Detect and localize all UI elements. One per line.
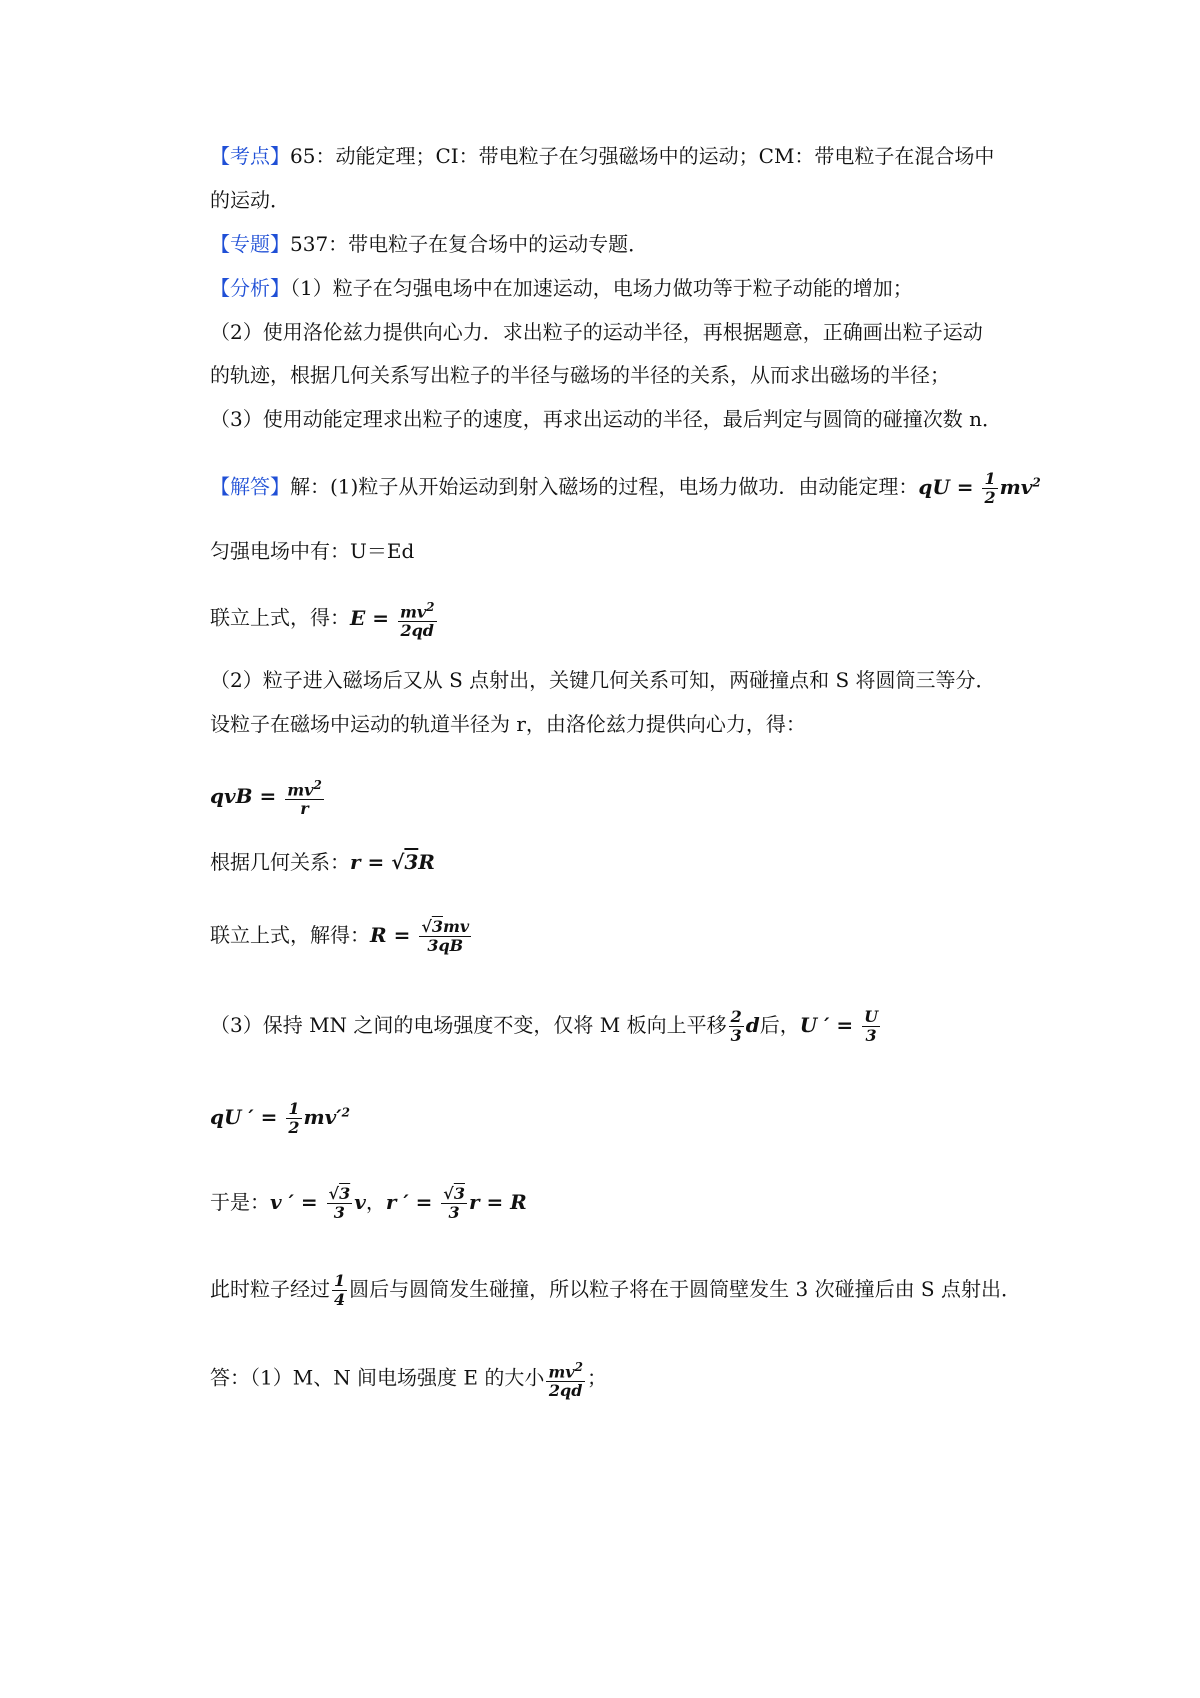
zhuanti-text: 537：带电粒子在复合场中的运动专题． (290, 232, 649, 256)
p3-text-a: （3）保持 MN 之间的电场强度不变，仅将 M 板向上平移 (210, 1013, 727, 1037)
p2-line-1 (210, 666, 996, 694)
kaodian-text-1: 65：动能定理；CI：带电粒子在匀强磁场中的运动；CM：带电粒子在混合场中 (290, 144, 995, 168)
eq-kinetic: qU = $\frac{1}{2}$ $mv^2$ (918, 468, 1041, 507)
jieda-line-1 (210, 468, 1041, 507)
fenxi-line-1 (210, 274, 913, 302)
p3-text-b: 后， (759, 1013, 800, 1037)
collision-text-2: 圆后与圆筒发生碰撞，所以粒子将在于圆筒壁发生 3 次碰撞后由 S 点射出． (349, 1277, 1021, 1301)
p2-line-2 (210, 710, 806, 738)
eq-u-prime: U ′ = $\frac{U}{3}$ (799, 1007, 879, 1045)
eq-two-thirds-d: $\frac{2}{3}$ d (730, 1007, 760, 1045)
fenxi-line-2 (210, 318, 983, 346)
fenxi-text-3: 的轨迹，根据几何关系写出粒子的半径与磁场的半径的关系，从而求出磁场的半径； (210, 363, 950, 387)
fenxi-tag: 【分析】 (210, 276, 290, 300)
eq-u-ed: 匀强电场中有：U＝Ed (210, 539, 415, 563)
eq-v-prime: v ′ = $\frac{√3}{3}$ v (270, 1184, 366, 1222)
jieda-text-3: 联立上式，得： (210, 605, 350, 630)
eq-qu-prime: qU ′ = $\frac{1}{2}$ $mv'^2$ (210, 1098, 350, 1137)
solve-line (210, 918, 473, 955)
fenxi-line-3 (210, 361, 950, 389)
eq-r: r = √3R (350, 850, 435, 874)
fenxi-text-1: （1）粒子在匀强电场中在加速运动，电场力做功等于粒子动能的增加； (290, 276, 913, 300)
fenxi-text-2: （2）使用洛伦兹力提供向心力．求出粒子的运动半径，再根据题意，正确画出粒子运动 (210, 320, 983, 344)
eq-r-prime: r ′ = $\frac{√3}{3}$ r = R (385, 1184, 527, 1222)
solve-text: 联立上式，解得： (210, 923, 370, 947)
zhuanti-tag: 【专题】 (210, 232, 290, 256)
collision-line (210, 1272, 1021, 1309)
p2-text-1: （2）粒子进入磁场后又从 S 点射出，关键几何关系可知，两碰撞点和 S 将圆筒三等分． (210, 668, 996, 692)
comma: ， (365, 1190, 386, 1214)
eq-quarter: $\frac{1}{4}$ (334, 1271, 346, 1309)
yushi-text: 于是： (210, 1190, 270, 1214)
answer-line (210, 1358, 607, 1400)
semicolon: ； (586, 1365, 607, 1390)
answer-text: 答：（1）M、N 间电场强度 E 的大小 (210, 1365, 545, 1390)
geo-text: 根据几何关系： (210, 850, 350, 874)
jieda-line-3 (210, 598, 439, 640)
p2-text-2: 设粒子在磁场中运动的轨道半径为 r，由洛伦兹力提供向心力，得： (210, 712, 806, 736)
fenxi-text-4: （3）使用动能定理求出粒子的速度，再求出运动的半径，最后判定与圆筒的碰撞次数 n． (210, 407, 1002, 431)
jieda-tag: 【解答】 (210, 474, 290, 499)
eq-qvb: qvB = $\frac{mv^2}{r}$ (210, 778, 322, 819)
kaodian-tag: 【考点】 (210, 144, 290, 168)
eq-big-r: R = $\frac{√3mv}{3qB}$ (370, 917, 470, 955)
eq-qvb-line (210, 776, 326, 818)
zhuanti-line (210, 230, 648, 258)
jieda-intro: 解：(1)粒子从开始运动到射入磁场的过程，电场力做功．由动能定理： (290, 474, 919, 499)
kaodian-line-1 (210, 142, 994, 170)
collision-text-1: 此时粒子经过 (210, 1277, 330, 1301)
kaodian-line-2 (210, 186, 290, 214)
kaodian-text-2: 的运动． (210, 188, 290, 212)
jieda-line-2 (210, 537, 414, 565)
yushi-line (210, 1185, 527, 1222)
eq-qu-prime-line (210, 1098, 350, 1137)
fenxi-line-4 (210, 405, 1002, 433)
p3-line (210, 1008, 882, 1045)
eq-e: E = $\frac{mv^2}{2qd}$ (350, 600, 435, 641)
eq-answer-e: $\frac{mv^2}{2qd}$ (548, 1360, 583, 1401)
geo-line (210, 848, 435, 876)
